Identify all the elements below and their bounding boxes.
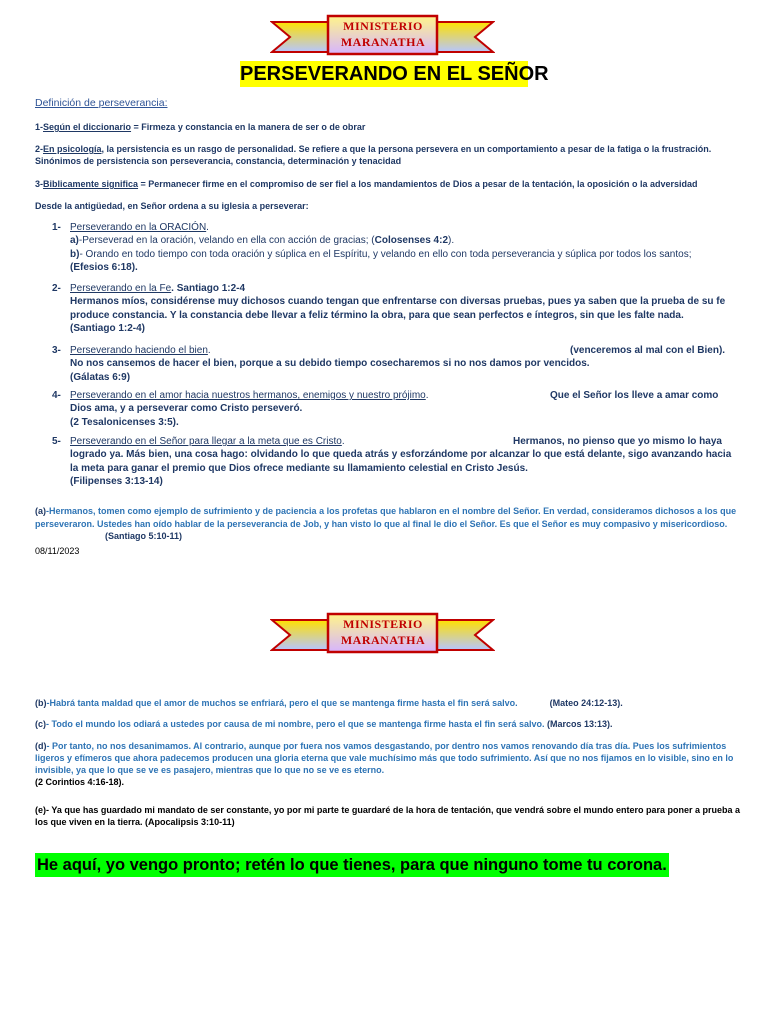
note-e bbox=[35, 804, 745, 828]
item-4-aside: Que el Señor los lleve a amar como bbox=[550, 390, 719, 401]
item-3-heading-end: . bbox=[207, 345, 211, 356]
def-2-term: En psicología bbox=[43, 144, 102, 154]
note-d bbox=[35, 740, 745, 788]
item-3-ref: (Gálatas 6:9) bbox=[70, 371, 131, 383]
definition-1 bbox=[35, 121, 745, 133]
definition-2 bbox=[35, 143, 745, 167]
item-2-heading: Perseverando en la Fe bbox=[70, 283, 172, 294]
note-a-text: -Hermanos, tomen como ejemplo de sufrimiento y de paciencia a los profetas que hablaron en el nombre del Señor. En verdad, consideramos dichosos a los que perseveraron. Ustedes han oído hablar de la perseverancia de Job, y han visto lo que al final le dio el Señor. Es que el Señor es muy compasivo y misericordioso. bbox=[35, 506, 737, 529]
item-1-a-end: ). bbox=[448, 235, 455, 247]
definition-3 bbox=[35, 178, 745, 190]
item-4-heading-line bbox=[70, 389, 742, 402]
def-2-text: , la persistencia es un rasgo de personalidad. Se refiere a que la persona persevera en un comportamiento a pesar de la fatiga o la frustración. Sinónimos de persistencia son perseverancia, constancia, determinación y tenacidad bbox=[35, 144, 712, 166]
item-5-heading-line bbox=[70, 435, 742, 448]
def-3-num: 3- bbox=[35, 179, 44, 189]
item-3-text: No nos cansemos de hacer el bien, porque a su debido tiempo cosecharemos si no nos damos por vencidos. bbox=[70, 358, 590, 370]
list-item-5 bbox=[52, 435, 742, 488]
note-d-ref: (2 Corintios 4:16-18). bbox=[35, 777, 125, 787]
note-a-ref: (Santiago 5:10-11) bbox=[105, 531, 183, 541]
item-5-aside: Hermanos, no pienso que yo mismo lo haya bbox=[513, 436, 722, 447]
note-e-text: - Ya que has guardado mi mandato de ser constante, yo por mi parte te guardaré de la hora de tentación, que vendrá sobre el mundo entero para poner a prueba a los que viven en la tierra. (Apocalipsis 3:10-11) bbox=[35, 805, 741, 827]
banner-text bbox=[332, 616, 434, 648]
banner-line-2: MARANATHA bbox=[340, 35, 426, 49]
item-3-heading: Perseverando haciendo el bien bbox=[70, 345, 208, 356]
item-2-ref: (Santiago 1:2-4) bbox=[70, 322, 146, 334]
list-item-2 bbox=[52, 282, 742, 335]
item-2-heading-line bbox=[70, 282, 742, 295]
note-c bbox=[35, 718, 745, 730]
item-4-text: Dios ama, y a perseverar como Cristo perseveró. bbox=[70, 403, 303, 415]
list-item-3 bbox=[52, 344, 742, 384]
item-1-num: 1- bbox=[52, 222, 61, 233]
item-3-heading-line bbox=[70, 344, 742, 357]
item-1-a-label: a) bbox=[70, 235, 79, 247]
note-b-ref: (Mateo 24:12-13). bbox=[549, 698, 623, 708]
banner-text bbox=[332, 18, 434, 50]
item-2-heading-end: . Santiago 1:2-4 bbox=[171, 283, 246, 294]
note-a-label: (a) bbox=[35, 506, 46, 516]
document-date: 08/11/2023 bbox=[35, 546, 80, 556]
item-3-num: 3- bbox=[52, 345, 61, 356]
note-b bbox=[35, 697, 745, 709]
def-2-num: 2- bbox=[35, 144, 44, 154]
def-3-term: Biblicamente significa bbox=[43, 179, 139, 189]
item-1-a-text: -Perseverad en la oración, velando en ella con acción de gracias; ( bbox=[78, 235, 375, 247]
item-1-a-ref: Colosenses 4:2 bbox=[374, 235, 449, 247]
banner-line-2: MARANATHA bbox=[340, 633, 426, 647]
item-1-b-text: - Orando en todo tiempo con toda oración y súplica en el Espíritu, y velando en ello con toda perseverancia y súplica por todos los santos; bbox=[79, 248, 692, 260]
list-item-4 bbox=[52, 389, 742, 429]
definition-heading: Definición de perseverancia: bbox=[35, 97, 168, 109]
note-e-label: (e) bbox=[35, 805, 46, 815]
def-3-text: = Permanecer firme en el compromiso de ser fiel a los mandamientos de Dios a pesar de la tentación, la oposición o la adversidad bbox=[138, 179, 698, 189]
item-1-heading: Perseverando en la ORACIÓN bbox=[70, 222, 207, 233]
item-4-heading-end: . bbox=[425, 390, 429, 401]
item-5-heading-end: . bbox=[341, 436, 345, 447]
def-1-text: = Firmeza y constancia en la manera de ser o de obrar bbox=[131, 122, 366, 132]
note-c-ref: (Marcos 13:13). bbox=[544, 719, 613, 729]
note-d-label: (d) bbox=[35, 741, 47, 751]
def-1-term: Según el diccionario bbox=[43, 122, 132, 132]
item-4-ref: (2 Tesalonicenses 3:5). bbox=[70, 416, 179, 428]
note-a bbox=[35, 505, 745, 543]
note-d-text: - Por tanto, no nos desanimamos. Al contrario, aunque por fuera nos vamos desgastando, por dentro nos vamos renovando día tras día. Pues los sufrimientos ligeros y efímeros que ahora padecemos producen una gloria eterna que vale muchísimo más que todo sufrimiento. Así que no nos fijamos en lo visible, sino en lo invisible, ya que lo que se ve es pasajero, mientras que lo que no se ve es eterno. bbox=[35, 741, 734, 775]
item-5-num: 5- bbox=[52, 436, 61, 447]
note-c-label: (c) bbox=[35, 719, 46, 729]
item-3-aside: (venceremos al mal con el Bien). bbox=[570, 345, 726, 356]
item-4-heading: Perseverando en el amor hacia nuestros hermanos, enemigos y nuestro prójimo bbox=[70, 390, 426, 401]
item-1-heading-line bbox=[70, 221, 742, 234]
banner-line-1: MINISTERIO bbox=[343, 19, 423, 33]
def-1-num: 1- bbox=[35, 122, 44, 132]
ministry-banner-top bbox=[270, 14, 495, 64]
item-1-b bbox=[70, 248, 742, 261]
note-b-label: (b) bbox=[35, 698, 47, 708]
item-1-a bbox=[70, 234, 742, 247]
item-2-text: Hermanos míos, considérense muy dichosos cuando tengan que enfrentarse con diversas pruebas, pues ya saben que la prueba de su fe produce constancia. Y la constancia debe llevar a feliz término la obra, para que sean perfectos e íntegros, sin que les falte nada. bbox=[70, 296, 726, 321]
list-item-1 bbox=[52, 221, 742, 274]
intro-text: Desde la antigüedad, en Señor ordena a su iglesia a perseverar: bbox=[35, 201, 309, 211]
item-1-heading-end: . bbox=[206, 222, 209, 233]
item-5-text: logrado ya. Más bien, una cosa hago: olvidando lo que queda atrás y esforzándome por alcanzar lo que está delante, sigo avanzando hacia la meta para ganar el premio que Dios ofrece mediante su llamamiento celestial en Cristo Jesús. bbox=[70, 449, 732, 474]
item-2-num: 2- bbox=[52, 283, 61, 294]
item-5-ref: (Filipenses 3:13-14) bbox=[70, 475, 163, 487]
note-c-text: - Todo el mundo los odiará a ustedes por causa de mi nombre, pero el que se mantenga firme hasta el fin será salvo. bbox=[46, 719, 545, 729]
page-title: PERSEVERANDO EN EL SEÑOR bbox=[240, 63, 549, 85]
ministry-banner-bottom bbox=[270, 612, 495, 662]
banner-line-1: MINISTERIO bbox=[343, 617, 423, 631]
note-b-text: -Habrá tanta maldad que el amor de muchos se enfriará, pero el que se mantenga firme hasta el fin será salvo. bbox=[46, 698, 518, 708]
item-5-heading: Perseverando en el Señor para llegar a la meta que es Cristo bbox=[70, 436, 342, 447]
closing-verse: He aquí, yo vengo pronto; retén lo que tienes, para que ninguno tome tu corona. bbox=[35, 853, 669, 877]
item-1-b-ref: (Efesios 6:18). bbox=[70, 261, 138, 273]
item-4-num: 4- bbox=[52, 390, 61, 401]
item-1-b-label: b) bbox=[70, 248, 80, 260]
